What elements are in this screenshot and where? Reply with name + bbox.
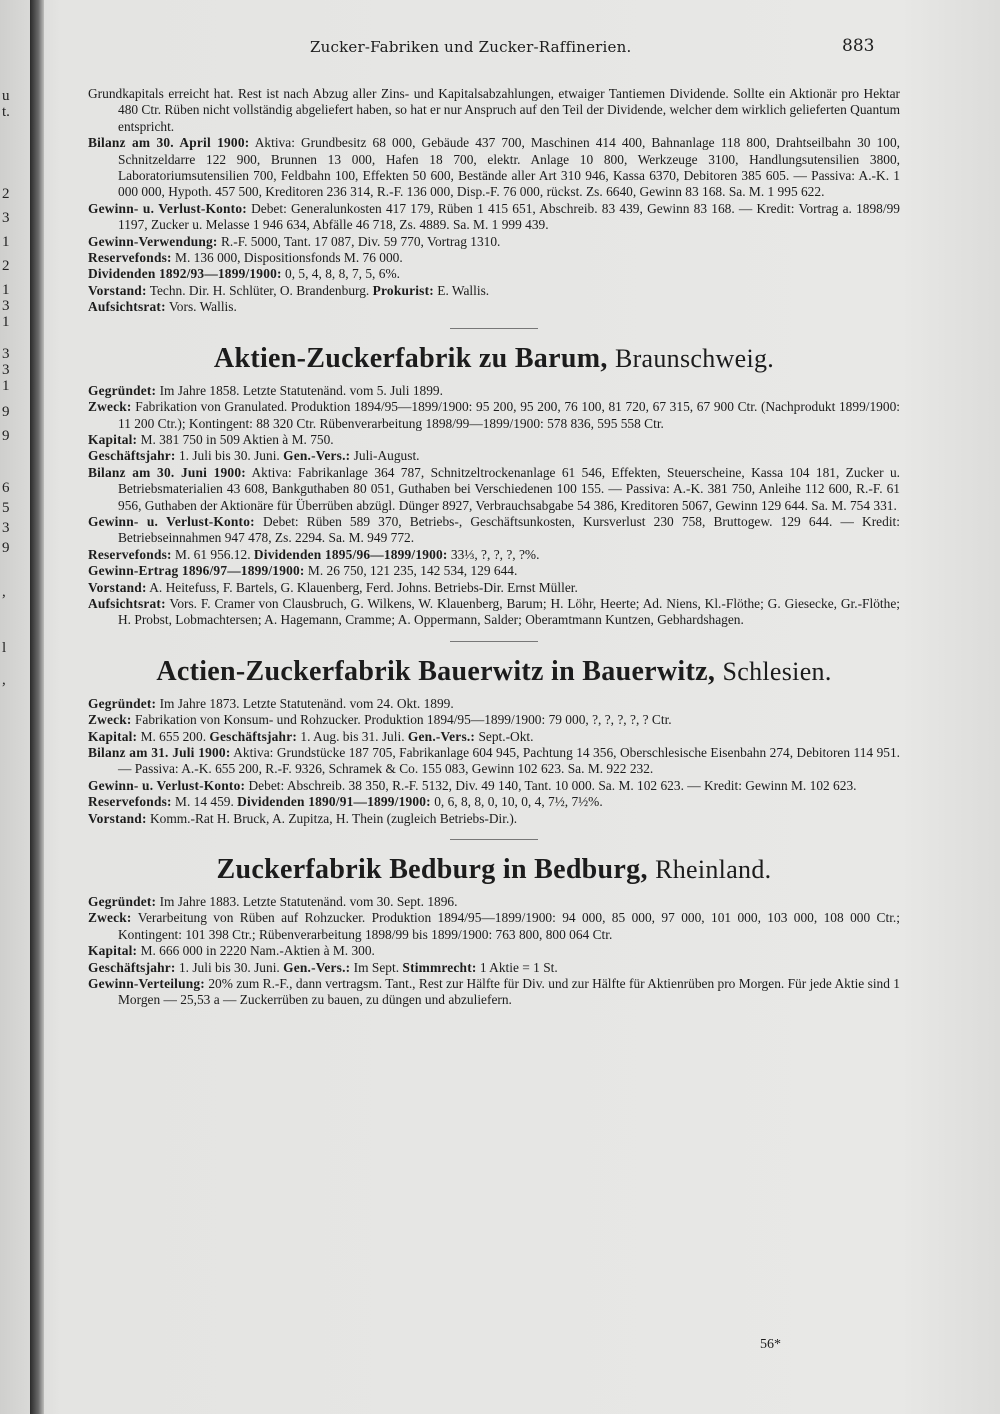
entry-paragraph [88, 547, 900, 563]
field-label: Geschäftsjahr: [209, 728, 298, 744]
field-label: Dividenden 1895/96—1899/1900: [253, 546, 448, 562]
field-text: Aktiva: Grundstücke 187 705, Fabrikanlage 604 945, Pachtung 14 356, Oberschlesische Eisenbahn 274, Debitoren 114 951. — Passiva: A.-K. 655 200, R.-F. 9326, Schramek & Co. 155 083, Gewinn 102 623. Sa. M. 922 232. [118, 745, 901, 777]
entry-paragraph [88, 135, 900, 201]
field-label: Gewinn- u. Verlust-Konto: [88, 513, 255, 529]
field-label: Gewinn-Verteilung: [88, 976, 205, 992]
printer-signature: 56* [760, 1337, 781, 1352]
entry-paragraph [88, 745, 900, 778]
company-name: Actien-Zuckerfabrik Bauerwitz in Bauerwitz, [156, 655, 716, 687]
field-label: Vorstand: [88, 810, 147, 826]
field-text: Fabrikation von Granulated. Produktion 1894/95—1899/1900: 95 200, 95 200, 76 100, 81 720, 67 315, 67 900 Ctr. (Nachprodukt 1899/1900: 11 200 Ctr.); Kontingent: 88 320 Ctr. Rübenverarbeitung 1898/99—1899/1900: 578 836, 595 558 Ctr. [118, 399, 900, 431]
margin-fragment: 3 [2, 210, 10, 226]
field-label: Gen.-Vers.: [407, 728, 476, 744]
company-heading [88, 656, 900, 688]
entry-paragraph [88, 960, 900, 976]
entry-paragraph [88, 910, 900, 943]
paragraph-text: Grundkapitals erreicht hat. Rest ist nach Abzug aller Zins- und Kapitalsabzahlungen, etwaiger Tantiemen Dividende. Sollte ein Aktionär pro Hektar 480 Ctr. Rüben nicht vollständig abgeliefert haben, so hat er nur Anspruch auf den Teil der Dividende, welcher dem wirklich gelieferten Quantum entspricht. [88, 86, 900, 134]
field-text: M. 136 000, Dispositionsfonds M. 76 000. [175, 250, 403, 266]
field-text: M. 666 000 in 2220 Nam.-Aktien à M. 300. [140, 943, 375, 959]
page-number: 883 [842, 36, 875, 56]
field-text: 0, 5, 4, 8, 8, 7, 5, 6%. [285, 266, 400, 282]
margin-fragment: 1 [2, 378, 10, 394]
margin-fragment: 1 [2, 234, 10, 250]
field-label: Bilanz am 31. Juli 1900: [88, 745, 231, 760]
field-text: Debet: Rüben 589 370, Betriebs-, Geschäftsunkosten, Kursverlust 230 758, Bruttogew. 129 644. — Kredit: Betriebseinnahmen 947 478, Zs. 2294. Sa. M. 949 772. [118, 513, 900, 546]
margin-fragment: 3 [2, 520, 10, 536]
field-text: Vors. Wallis. [168, 299, 237, 315]
field-label: Dividenden 1892/93—1899/1900: [88, 266, 282, 282]
margin-fragment: u [2, 88, 10, 104]
field-text: M. 381 750 in 509 Aktien à M. 750. [140, 431, 334, 447]
field-text: M. 14 459. [175, 794, 234, 810]
margin-fragment: 6 [2, 480, 10, 496]
entry-continued [88, 86, 900, 316]
field-text: Vors. F. Cramer von Clausbruch, G. Wilkens, W. Klauenberg, Barum; H. Löhr, Heerte; Ad. Niens, Kl.-Flöthe; G. Giesecke, Gr.-Flöthe; H. Probst, Lobmachtersen; A. Hagemann, Cramme; A. Oppermann, Salder; Oberamtmann Kuntzen, Gebhardshagen. [118, 595, 900, 628]
margin-fragment: 3 [2, 346, 10, 362]
entry-paragraph [88, 399, 900, 432]
field-label: Reservefonds: [88, 250, 172, 266]
entry-paragraph [88, 201, 900, 234]
field-text: Aktiva: Grundbesitz 68 000, Gebäude 437 700, Maschinen 414 400, Bahnanlage 118 800, Drahtseilbahn 30 100, Schnitzeldarre 122 900, Brunnen 13 000, Hafen 18 700, elektr. Anlage 10 800, Werkzeuge 3100, Handlungsutensilien 3800, Laboratoriumsutensilien 700, Feldbahn 100, Effekten 50 600, Bestände aller Art 310 946, Kassa 6370, Debitoren 385 605. — Passiva: A.-K. 1 000 000, Hypoth. 457 500, Kreditoren 236 314, R.-F. 136 000, Disp.-F. 76 000, rückst. Zs. 6640, Gewinn 83 168. Sa. M. 1 995 622. [118, 135, 901, 200]
entry-paragraph [88, 712, 900, 728]
entry-paragraph [88, 448, 900, 464]
entry-barum [88, 343, 900, 629]
entry-paragraph [88, 894, 900, 910]
margin-fragment: 9 [2, 428, 10, 444]
entry-paragraph [88, 943, 900, 959]
margin-fragment: 2 [2, 186, 10, 202]
field-label: Bilanz am 30. Juni 1900: [88, 464, 246, 480]
field-text: Aktiva: Fabrikanlage 364 787, Schnitzeltrockenanlage 61 546, Effekten, Steuerscheine, Kassa 104 181, Zucker u. Betriebsmaterialien 43 608, Bankguthaben 80 051, Guthaben bei Verschiedenen 100 155. — Passiva: A.-K. 381 750, Anleihe 112 600, R.-F. 61 956, Guthaben der Aktionäre für Überrüben abzügl. Dünger 8927, Verbrauchsabgabe 54 386, Kreditoren 5067, Gewinn 129 644. Sa. M. 754 331. [118, 464, 900, 513]
entry-paragraph [88, 729, 900, 745]
field-text: E. Wallis. [437, 282, 490, 298]
field-text: M. 655 200. [140, 728, 207, 744]
entry-paragraph [88, 299, 900, 315]
margin-fragment: 9 [2, 540, 10, 556]
entry-paragraph [88, 234, 900, 250]
field-text: Verarbeitung von Rüben auf Rohzucker. Produktion 1894/95—1899/1900: 94 000, 85 000, 97 000, 101 000, 103 000, 108 000 Ctr.; Kontingent: 101 398 Ctr.; Rübenverarbeitung 1898/99 bis 1899/1900: 763 800, 800 064 Ctr. [118, 910, 900, 942]
previous-page-margin [0, 0, 28, 1414]
entry-paragraph [88, 563, 900, 579]
entry-paragraph [88, 976, 900, 1009]
field-text: 1 Aktie = 1 St. [479, 959, 558, 975]
company-location: Braunschweig. [614, 343, 775, 373]
entry-paragraph [88, 811, 900, 827]
field-text: M. 61 956.12. [175, 546, 251, 562]
entry-paragraph [88, 86, 900, 135]
field-label: Gen.-Vers.: [283, 959, 351, 975]
field-text: 0, 6, 8, 8, 0, 10, 0, 4, 7½, 7½%. [434, 794, 603, 810]
margin-fragment: 1 [2, 314, 10, 330]
entry-bedburg [88, 854, 900, 1009]
entry-paragraph [88, 266, 900, 282]
company-heading [88, 343, 900, 375]
field-label: Kapital: [88, 728, 138, 744]
field-label: Zweck: [88, 712, 132, 728]
field-text: 20% zum R.-F., dann vertragsm. Tant., Rest zur Hälfte für Div. und zur Hälfte für Aktienrüben pro Morgen. Für jede Aktie sind 1 Morgen — 25,53 a — Zuckerrüben zu bauen, zu düngen und abzuliefern. [118, 976, 900, 1008]
field-label: Gewinn- u. Verlust-Konto: [88, 200, 247, 216]
entry-paragraph [88, 696, 900, 712]
entry-paragraph [88, 432, 900, 448]
book-spine [30, 0, 44, 1414]
field-label: Geschäftsjahr: [88, 448, 176, 464]
entry-paragraph [88, 778, 900, 794]
running-title: Zucker-Fabriken und Zucker-Raffinerien. [310, 38, 632, 56]
field-label: Aufsichtsrat: [88, 595, 166, 611]
margin-fragment: 5 [2, 500, 10, 516]
company-location: Rheinland. [655, 855, 772, 885]
separator-rule [450, 641, 538, 642]
field-label: Reservefonds: [88, 546, 172, 562]
field-text: Sept.-Okt. [478, 728, 534, 744]
field-label: Prokurist: [372, 282, 434, 298]
field-text: Techn. Dir. H. Schlüter, O. Brandenburg. [149, 282, 370, 298]
field-text: Juli-August. [353, 448, 420, 464]
field-label: Gewinn- u. Verlust-Konto: [88, 777, 246, 793]
entry-paragraph [88, 794, 900, 810]
margin-fragment: 3 [2, 362, 10, 378]
field-label: Aufsichtsrat: [88, 299, 166, 315]
company-heading [88, 854, 900, 886]
field-text: Debet: Generalunkosten 417 179, Rüben 1 415 651, Abschreib. 83 439, Gewinn 83 168. — Kredit: Vortrag a. 1898/99 1197, Zucker u. Melasse 1 946 634, Abfälle 46 718, Zs. 4889. Sa. M. 1 999 439. [118, 200, 900, 233]
field-text: 1. Juli bis 30. Juni. [178, 959, 280, 975]
field-label: Gewinn-Verwendung: [88, 233, 218, 249]
field-text: A. Heitefuss, F. Bartels, G. Klauenberg, Ferd. Johns. Betriebs-Dir. Ernst Müller. [149, 579, 578, 595]
field-label: Zweck: [88, 910, 132, 926]
margin-fragment: 1 [2, 282, 10, 298]
company-name: Zuckerfabrik Bedburg in Bedburg, [216, 854, 648, 886]
field-label: Gewinn-Ertrag 1896/97—1899/1900: [88, 563, 305, 579]
margin-fragment: 9 [2, 404, 10, 420]
entry-paragraph [88, 283, 900, 299]
margin-fragment: l [2, 640, 7, 656]
field-text: Fabrikation von Konsum- und Rohzucker. Produktion 1894/95—1899/1900: 79 000, ?, ?, ?, ?, ? Ctr. [134, 712, 672, 728]
margin-fragment: , [2, 584, 6, 600]
field-text: Debet: Abschreib. 38 350, R.-F. 5132, Div. 49 140, Tant. 10 000. Sa. M. 102 623. — Kredit: Gewinn M. 102 623. [248, 777, 857, 793]
field-text: Im Jahre 1873. Letzte Statutenänd. vom 24. Okt. 1899. [159, 695, 454, 711]
entry-paragraph [88, 250, 900, 266]
field-label: Bilanz am 30. April 1900: [88, 135, 250, 151]
company-location: Schlesien. [722, 656, 832, 686]
field-text: R.-F. 5000, Tant. 17 087, Div. 59 770, Vortrag 1310. [220, 233, 501, 249]
entry-paragraph [88, 514, 900, 547]
field-text: 1. Juli bis 30. Juni. [178, 448, 280, 464]
entry-paragraph [88, 596, 900, 629]
field-label: Vorstand: [88, 579, 147, 595]
margin-fragment: 2 [2, 258, 10, 274]
field-text: Im Jahre 1858. Letzte Statutenänd. vom 5. Juli 1899. [159, 382, 443, 398]
field-label: Kapital: [88, 943, 138, 959]
separator-rule [450, 839, 538, 840]
field-text: M. 26 750, 121 235, 142 534, 129 644. [307, 563, 518, 579]
separator-rule [450, 328, 538, 329]
company-name: Aktien-Zuckerfabrik zu Barum, [213, 342, 608, 374]
field-text: Komm.-Rat H. Bruck, A. Zupitza, H. Thein (zugleich Betriebs-Dir.). [149, 810, 518, 826]
margin-fragment: 3 [2, 298, 10, 314]
field-label: Zweck: [88, 399, 132, 415]
field-label: Gegründet: [88, 695, 157, 711]
margin-fragment: , [2, 672, 6, 688]
field-label: Gen.-Vers.: [283, 448, 351, 464]
margin-fragment: t. [2, 104, 10, 120]
field-label: Gegründet: [88, 894, 157, 910]
field-label: Stimmrecht: [402, 959, 477, 975]
field-label: Vorstand: [88, 282, 147, 298]
field-label: Gegründet: [88, 382, 157, 398]
entry-bauerwitz [88, 656, 900, 827]
page-content [88, 86, 900, 1009]
field-label: Reservefonds: [88, 794, 172, 810]
field-text: 1. Aug. bis 31. Juli. [300, 728, 405, 744]
entry-paragraph [88, 383, 900, 399]
field-label: Dividenden 1890/91—1899/1900: [237, 794, 431, 810]
field-text: Im Sept. [353, 959, 400, 975]
field-text: Im Jahre 1883. Letzte Statutenänd. vom 30. Sept. 1896. [159, 894, 458, 910]
field-label: Kapital: [88, 431, 138, 447]
field-text: 33⅓, ?, ?, ?, ?%. [450, 546, 540, 562]
entry-paragraph [88, 580, 900, 596]
entry-paragraph [88, 465, 900, 514]
field-label: Geschäftsjahr: [88, 959, 176, 975]
